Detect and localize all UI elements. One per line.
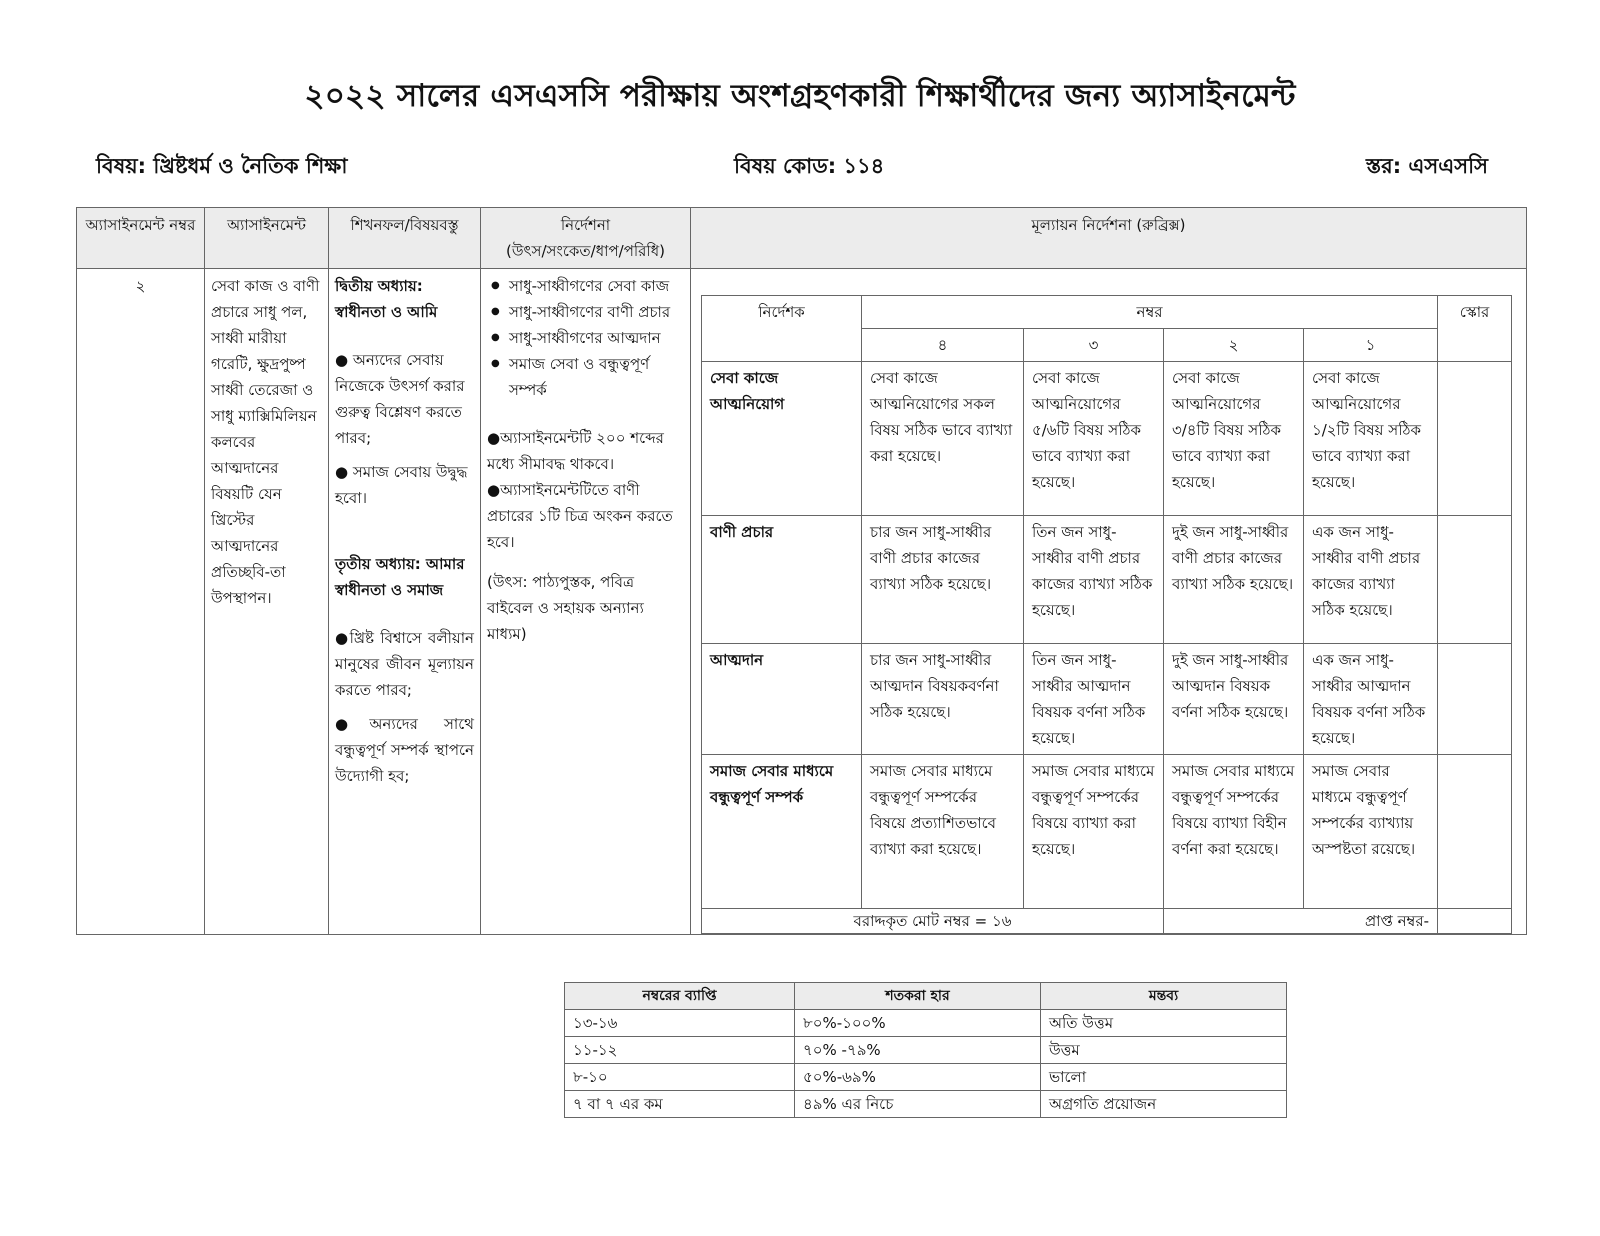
evaluation-cell <box>691 269 1527 935</box>
rubric-total: বরাদ্দকৃত মোট নম্বর = ১৬ <box>702 909 1164 934</box>
scale-range: ৮-১০ <box>565 1064 795 1091</box>
rubric-cell: সমাজ সেবার মাধ্যমে বন্ধুত্বপূর্ণ সম্পর্কের বিষয়ে ব্যাখ্যা বিহীন বর্ণনা করা হয়েছে। <box>1164 755 1304 909</box>
scale-range: ৭ বা ৭ এর কম <box>565 1091 795 1118</box>
table-row <box>565 1091 1287 1118</box>
rubric-header-score: স্কোর <box>1438 296 1512 362</box>
level-label: স্তর: এসএসসি <box>1366 154 1488 178</box>
rubric-header-criteria: নির্দেশক <box>702 296 862 362</box>
chapter2-title: দ্বিতীয় অধ্যায়: স্বাধীনতা ও আমি <box>335 277 438 321</box>
rubric-score-cell[interactable] <box>1438 644 1512 755</box>
rubric-cell: সমাজ সেবার মাধ্যমে বন্ধুত্বপূর্ণ সম্পর্কের বিষয়ে ব্যাখ্যা করা হয়েছে। <box>1024 755 1164 909</box>
header-evaluation: মূল্যায়ন নির্দেশনা (রুব্রিক্স) <box>691 208 1527 269</box>
rubric-criterion: বাণী প্রচার <box>702 516 862 644</box>
subject-label: বিষয়: খ্রিষ্টধর্ম ও নৈতিক শিক্ষা <box>96 154 348 178</box>
grade-scale-table <box>564 982 1287 1118</box>
direction-list <box>487 273 684 403</box>
outcome-point: ● সমাজ সেবায় উদ্বুদ্ধ হবো। <box>335 463 468 507</box>
rubric-row <box>702 362 1512 516</box>
assignment-table <box>76 207 1527 935</box>
outcome-point: ●অন্যদের সাথে বন্ধুত্বপূর্ণ সম্পর্ক স্থাপনে উদ্যোগী হব; <box>335 715 474 785</box>
header-direction-line1: নির্দেশনা <box>560 216 611 234</box>
scale-remark: ভালো <box>1041 1064 1287 1091</box>
rubric-obtained: প্রাপ্ত নম্বর- <box>1164 909 1438 934</box>
rubric-cell: চার জন সাধু-সাধ্বীর আত্মদান বিষয়কবর্ণনা সঠিক হয়েছে। <box>862 644 1024 755</box>
header-direction-line2: (উৎস/সংকেত/ধাপ/পরিধি) <box>506 242 665 260</box>
table-row <box>565 1037 1287 1064</box>
rubric-cell: সেবা কাজে আত্মনিয়োগের ৫/৬টি বিষয় সঠিক ভাবে ব্যাখ্যা করা হয়েছে। <box>1024 362 1164 516</box>
rubric-mark-1: ১ <box>1304 329 1438 362</box>
rubric-score-cell[interactable] <box>1438 516 1512 644</box>
rubric-row <box>702 644 1512 755</box>
table-row <box>565 1010 1287 1037</box>
scale-percent: ৮০%-১০০% <box>795 1010 1041 1037</box>
header-assignment: অ্যাসাইনমেন্ট <box>205 208 329 269</box>
header-assignment-no: অ্যাসাইনমেন্ট নম্বর <box>77 208 205 269</box>
outcome-cell <box>329 269 481 935</box>
rubric-obtained-value[interactable] <box>1438 909 1512 934</box>
rubric-row <box>702 516 1512 644</box>
outcome-point: ●খ্রিষ্ট বিশ্বাসে বলীয়ান মানুষের জীবন মূল্যায়ন করতে পারব; <box>335 629 474 699</box>
rubric-cell: চার জন সাধু-সাধ্বীর বাণী প্রচার কাজের ব্যাখ্যা সঠিক হয়েছে। <box>862 516 1024 644</box>
direction-source: (উৎস: পাঠ্যপুস্তক, পবিত্র বাইবেল ও সহায়ক অন্যান্য মাধ্যম) <box>487 573 644 643</box>
rubric-criterion: সমাজ সেবার মাধ্যমে বন্ধুত্বপূর্ণ সম্পর্ক <box>702 755 862 909</box>
scale-header-percent: শতকরা হার <box>795 983 1041 1010</box>
rubric-cell: এক জন সাধু-সাধ্বীর আত্মদান বিষয়ক বর্ণনা সঠিক হয়েছে। <box>1304 644 1438 755</box>
direction-cell <box>481 269 691 935</box>
direction-note-word-limit: ●অ্যাসাইনমেন্টটি ২০০ শব্দের মধ্যে সীমাবদ্ধ থাকবে। <box>487 429 664 473</box>
direction-item: ● সাধু-সাধ্বীগণের সেবা কাজ <box>487 273 684 299</box>
scale-remark: উত্তম <box>1041 1037 1287 1064</box>
rubric-cell: এক জন সাধু-সাধ্বীর বাণী প্রচার কাজের ব্যাখ্যা সঠিক হয়েছে। <box>1304 516 1438 644</box>
scale-percent: ৭০% -৭৯% <box>795 1037 1041 1064</box>
rubric-cell: সেবা কাজে আত্মনিয়োগের সকল বিষয় সঠিক ভাবে ব্যাখ্যা করা হয়েছে। <box>862 362 1024 516</box>
subject-code-label: বিষয় কোড: ১১৪ <box>734 154 885 178</box>
rubric-cell: সমাজ সেবার মাধ্যমে বন্ধুত্বপূর্ণ সম্পর্কের বিষয়ে প্রত্যাশিতভাবে ব্যাখ্যা করা হয়েছে। <box>862 755 1024 909</box>
scale-header-range: নম্বরের ব্যাপ্তি <box>565 983 795 1010</box>
rubric-cell: সেবা কাজে আত্মনিয়োগের ৩/৪টি বিষয় সঠিক ভাবে ব্যাখ্যা করা হয়েছে। <box>1164 362 1304 516</box>
rubric-cell: দুই জন সাধু-সাধ্বীর বাণী প্রচার কাজের ব্যাখ্যা সঠিক হয়েছে। <box>1164 516 1304 644</box>
scale-range: ১৩-১৬ <box>565 1010 795 1037</box>
scale-percent: ৫০%-৬৯% <box>795 1064 1041 1091</box>
rubric-row <box>702 755 1512 909</box>
rubric-mark-4: ৪ <box>862 329 1024 362</box>
page-title: ২০২২ সালের এসএসসি পরীক্ষায় অংশগ্রহণকারী শিক্ষার্থীদের জন্য অ্যাসাইনমেন্ট <box>304 78 1296 114</box>
table-row <box>565 1064 1287 1091</box>
rubric-cell: সমাজ সেবার মাধ্যমে বন্ধুত্বপূর্ণ সম্পর্কের ব্যাখ্যায় অস্পষ্টতা রয়েছে। <box>1304 755 1438 909</box>
scale-remark: অগ্রগতি প্রয়োজন <box>1041 1091 1287 1118</box>
rubric-mark-3: ৩ <box>1024 329 1164 362</box>
rubric-table <box>701 295 1512 934</box>
scale-remark: অতি উত্তম <box>1041 1010 1287 1037</box>
rubric-header-marks: নম্বর <box>862 296 1438 329</box>
rubric-score-cell[interactable] <box>1438 755 1512 909</box>
rubric-criterion: আত্মদান <box>702 644 862 755</box>
outcome-point: ● অন্যদের সেবায় নিজেকে উৎসর্গ করার গুরুত্ব বিশ্লেষণ করতে পারব; <box>335 351 465 447</box>
assignment-text-cell: সেবা কাজ ও বাণী প্রচারে সাধু পল, সাধ্বী মারীয়া গরেটি, ক্ষুদ্রপুষ্প সাধ্বী তেরেজা ও সাধু ম্যাক্সিমিলিয়ন কলবের আত্মদানের বিষয়টি যেন খ্রিস্টের আত্মদানের প্রতিচ্ছবি-তা উপস্থাপন। <box>205 269 329 935</box>
scale-header-remark: মন্তব্য <box>1041 983 1287 1010</box>
direction-note-drawing: ●অ্যাসাইনমেন্টটিতে বাণী প্রচারের ১টি চিত্র অংকন করতে হবে। <box>487 481 673 551</box>
rubric-cell: সেবা কাজে আত্মনিয়োগের ১/২টি বিষয় সঠিক ভাবে ব্যাখ্যা করা হয়েছে। <box>1304 362 1438 516</box>
direction-item: ● সাধু-সাধ্বীগণের আত্মদান <box>487 325 684 351</box>
header-direction <box>481 208 691 269</box>
rubric-score-cell[interactable] <box>1438 362 1512 516</box>
direction-item: ● সাধু-সাধ্বীগণের বাণী প্রচার <box>487 299 684 325</box>
rubric-criterion: সেবা কাজে আত্মনিয়োগ <box>702 362 862 516</box>
scale-percent: ৪৯% এর নিচে <box>795 1091 1041 1118</box>
chapter3-title: তৃতীয় অধ্যায়: আমার স্বাধীনতা ও সমাজ <box>335 555 465 599</box>
scale-range: ১১-১২ <box>565 1037 795 1064</box>
rubric-cell: তিন জন সাধু-সাধ্বীর বাণী প্রচার কাজের ব্যাখ্যা সঠিক হয়েছে। <box>1024 516 1164 644</box>
rubric-mark-2: ২ <box>1164 329 1304 362</box>
rubric-cell: তিন জন সাধু-সাধ্বীর আত্মদান বিষয়ক বর্ণনা সঠিক হয়েছে। <box>1024 644 1164 755</box>
direction-item: ● সমাজ সেবা ও বন্ধুত্বপূর্ণ সম্পর্ক <box>487 351 684 403</box>
assignment-no-cell: ২ <box>77 269 205 935</box>
rubric-summary-row <box>702 909 1512 934</box>
header-outcome: শিখনফল/বিষয়বস্তু <box>329 208 481 269</box>
rubric-cell: দুই জন সাধু-সাধ্বীর আত্মদান বিষয়ক বর্ণনা সঠিক হয়েছে। <box>1164 644 1304 755</box>
